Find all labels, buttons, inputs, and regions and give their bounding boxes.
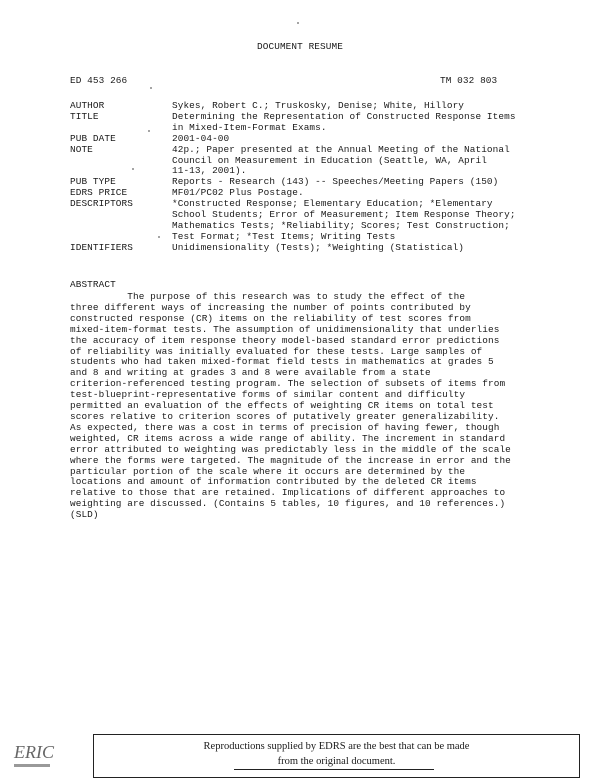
scan-speck	[132, 168, 134, 170]
field-value: Mathematics Tests; *Reliability; Scores; Test Construction;	[172, 219, 510, 231]
ed-number: ED 453 266	[70, 75, 128, 86]
scan-speck	[148, 130, 150, 132]
abstract-line: particular portion of the scale where it occurs are determined by the	[70, 465, 466, 477]
eric-logo	[12, 742, 52, 770]
field-value: MF01/PC02 Plus Postage.	[172, 187, 304, 199]
field-value: 2001-04-00	[172, 132, 230, 144]
scan-speck	[158, 236, 160, 238]
abstract-line: students who had taken mixed-format field tests in mathematics at grades 5	[70, 356, 494, 368]
field-label	[70, 221, 172, 232]
field-value: Determining the Representation of Constructed Response Items	[172, 110, 516, 122]
field-value: Council on Measurement in Education (Seattle, WA, April	[172, 154, 487, 166]
field-label: PUB TYPE	[70, 176, 116, 188]
document-title: DOCUMENT RESUME	[257, 41, 343, 52]
eric-logo-text: ERIC	[14, 742, 54, 762]
field-label: PUB DATE	[70, 132, 116, 144]
field-row	[70, 156, 570, 167]
field-value: 42p.; Paper presented at the Annual Meeting of the National	[172, 143, 510, 155]
field-label: DESCRIPTORS	[70, 198, 133, 210]
field-value: School Students; Error of Measurement; Item Response Theory;	[172, 209, 516, 221]
field-value: *Constructed Response; Elementary Education; *Elementary	[172, 198, 493, 210]
footer-underline	[234, 769, 434, 770]
abstract-label: ABSTRACT	[70, 279, 116, 290]
abstract-line: scores relative to criterion scores of putatively greater generalizability.	[70, 410, 500, 422]
abstract-line: criterion-referenced testing program. The selection of subsets of items from	[70, 378, 506, 390]
eric-logo-bar	[14, 764, 50, 767]
abstract-line: As expected, there was a cost in terms of precision of having fewer, though	[70, 421, 500, 433]
field-value: Unidimensionality (Tests); *Weighting (Statistical)	[172, 241, 465, 253]
abstract-line: mixed-item-format tests. The assumption of unidimensionality that underlies	[70, 323, 500, 335]
field-value: in Mixed-Item-Format Exams.	[172, 121, 327, 133]
field-row	[70, 134, 570, 145]
field-value: 11-13, 2001).	[172, 165, 247, 177]
field-row	[70, 123, 570, 134]
footer-line-2: from the original document.	[277, 756, 396, 767]
field-label: TITLE	[70, 110, 99, 122]
abstract-line: and 8 and writing at grades 3 and 8 were available from a state	[70, 367, 431, 379]
abstract-line: permitted an evaluation of the effects of weighting CR items on total test	[70, 400, 494, 412]
abstract-line: relative to those that are retained. Implications of different approaches to	[70, 487, 506, 499]
field-row	[70, 243, 570, 254]
field-label: IDENTIFIERS	[70, 241, 133, 253]
field-value: Sykes, Robert C.; Truskosky, Denise; White, Hillory	[172, 100, 465, 111]
abstract-line: error attributed to weighting was predictably less in the middle of the scale	[70, 443, 511, 455]
field-value: Reports - Research (143) -- Speeches/Meeting Papers (150)	[172, 176, 499, 188]
field-label	[70, 156, 172, 167]
abstract-line: The purpose of this research was to study the effect of the	[70, 291, 466, 302]
footer-line-1: Reproductions supplied by EDRS are the best that can be made	[203, 741, 470, 752]
footer-box	[93, 734, 580, 778]
field-label	[70, 210, 172, 221]
field-row	[70, 177, 570, 188]
abstract-line: (SLD)	[70, 509, 99, 521]
abstract-line: where the forms were targeted. The magnitude of the increase in error and the	[70, 454, 511, 466]
abstract-body	[70, 292, 540, 521]
scan-speck	[297, 22, 299, 24]
tm-number: TM 032 803	[440, 75, 498, 86]
field-label: NOTE	[70, 143, 93, 155]
abstract-line: the accuracy of item response theory model-based standard error predictions	[70, 334, 500, 346]
field-label: AUTHOR	[70, 100, 105, 111]
abstract-line: test-blueprint-representative forms of similar content and difficulty	[70, 389, 466, 401]
field-label: EDRS PRICE	[70, 187, 128, 199]
abstract-line: of reliability was initially evaluated for these tests. Large samples of	[70, 345, 483, 357]
metadata-fields	[70, 101, 570, 254]
abstract-line: constructed response (CR) items on the reliability of test scores from	[70, 312, 471, 324]
scan-speck	[150, 87, 152, 89]
abstract-line: weighted, CR items across a wide range of ability. The increment in standard	[70, 432, 506, 444]
abstract-line: weighting are discussed. (Contains 5 tables, 10 figures, and 10 references.)	[70, 498, 506, 510]
field-value: Test Format; *Test Items; Writing Tests	[172, 230, 396, 242]
abstract-line: three different ways of increasing the number of points contributed by	[70, 301, 471, 313]
abstract-line: locations and amount of information contributed by the deleted CR items	[70, 476, 477, 488]
field-row	[70, 145, 570, 156]
